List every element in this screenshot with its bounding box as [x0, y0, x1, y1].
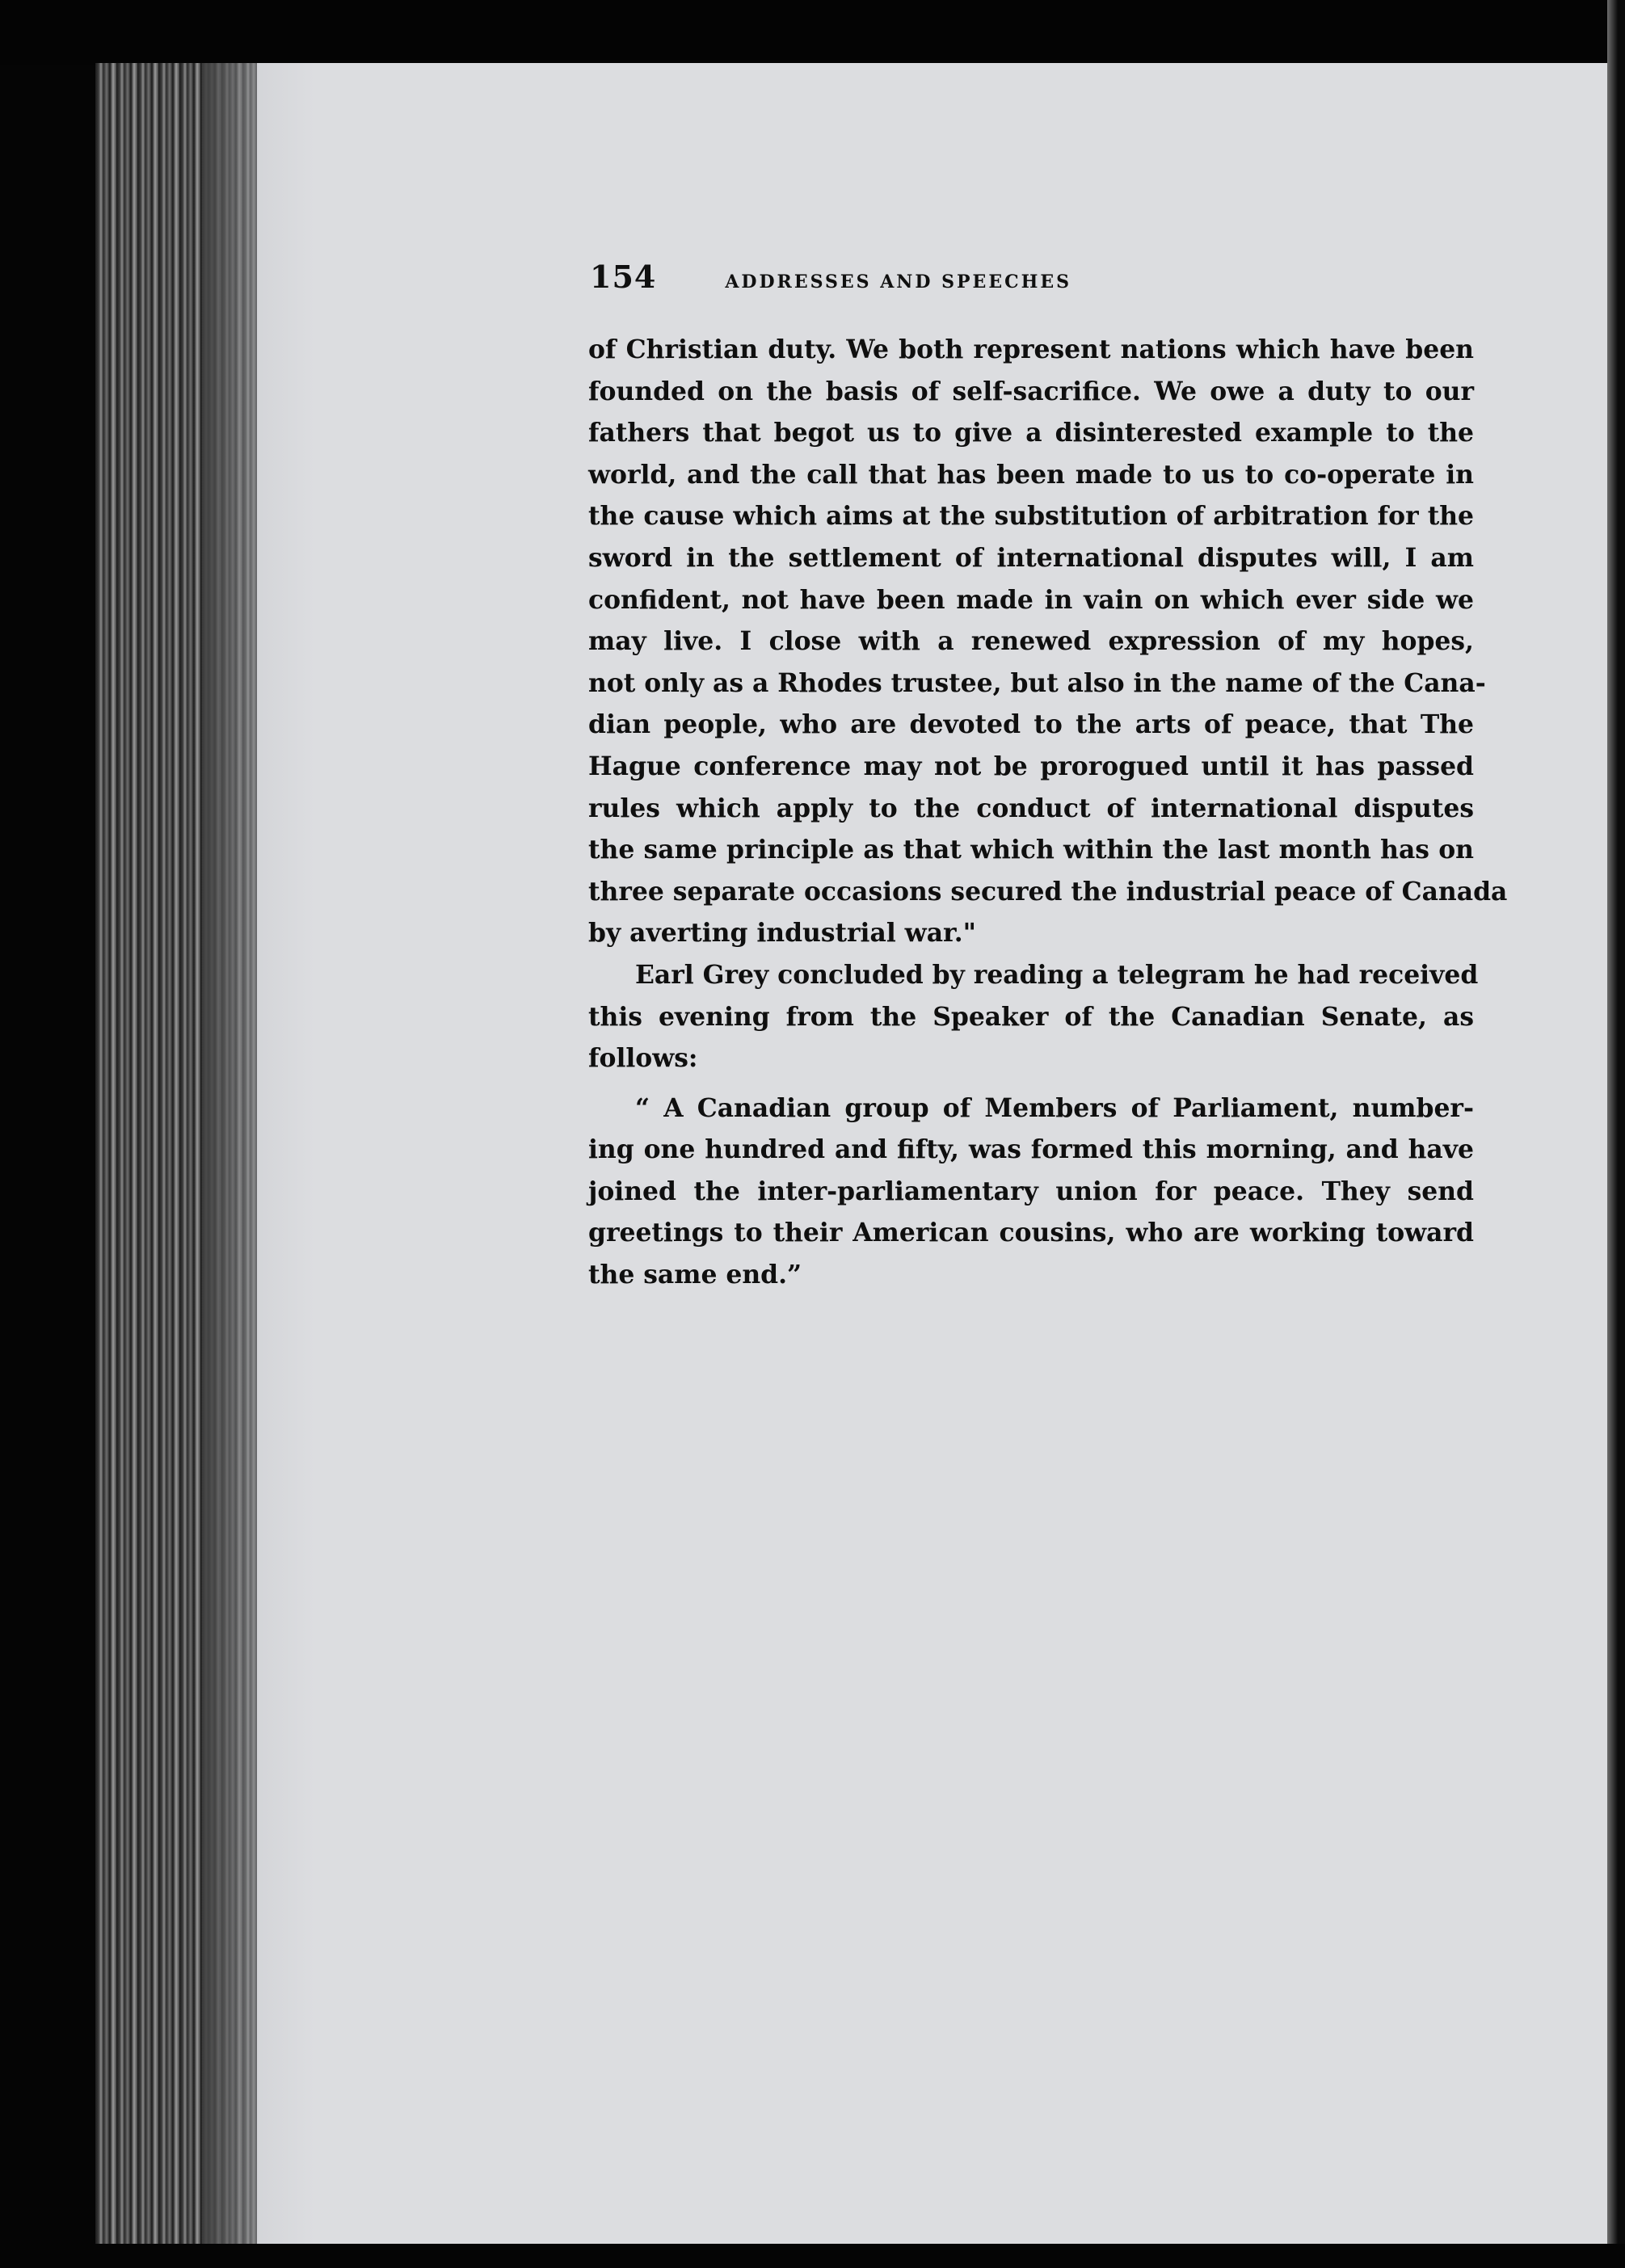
text-line: the cause which aims at the substitution of arbitration for the [588, 502, 1474, 532]
text-line: ing one hundred and fifty, was formed this morning, and have [588, 1135, 1474, 1165]
quoted-telegram [588, 1088, 1474, 1297]
text-line: rules which apply to the conduct of international disputes [588, 793, 1474, 823]
running-head [590, 259, 1471, 307]
text-line: this evening from the Speaker of the Canadian Senate, as [588, 1002, 1474, 1032]
text-line: not only as a Rhodes trustee, but also in the name of the Cana- [588, 668, 1486, 698]
text-line: joined the inter-parliamentary union for peace. They send [588, 1176, 1474, 1206]
text-line: world, and the call that has been made to us to co-operate in [588, 460, 1474, 490]
scan-border-bottom [0, 2244, 1625, 2268]
running-title: ADDRESSES AND SPEECHES [725, 271, 1072, 292]
text-line: “ A Canadian group of Members of Parliament, number- [635, 1093, 1474, 1123]
text-line: may live. I close with a renewed expression of my hopes, [588, 627, 1474, 657]
page-gutter-shadow [202, 63, 315, 2245]
text-line: greetings to their American cousins, who are working toward [588, 1218, 1474, 1248]
paragraph [588, 955, 1479, 1080]
text-line: sword in the settlement of international disputes will, I am [588, 543, 1474, 573]
text-line: confident, not have been made in vain on which ever side we [588, 585, 1474, 615]
text-line: Hague conference may not be prorogued until it has passed [588, 751, 1474, 781]
paragraph-gap [588, 1080, 1474, 1088]
text-line: of Christian duty. We both represent nations which have been [588, 335, 1474, 364]
text-line: dian people, who are devoted to the arts of peace, that The [588, 710, 1474, 740]
text-line: follows: [588, 1044, 698, 1074]
text-line: by averting industrial war." [588, 919, 976, 949]
text-line: the same end.” [588, 1260, 802, 1290]
text-line: the same principle as that which within the last month has on [588, 835, 1474, 865]
body-text [588, 330, 1508, 1297]
scan-border-left [0, 0, 97, 2268]
scan-border-top [0, 0, 1625, 65]
text-line: three separate occasions secured the industrial peace of Canada [588, 877, 1508, 907]
page-number: 154 [590, 259, 657, 295]
text-line: fathers that begot us to give a disinterested example to the [588, 419, 1474, 448]
scan-border-right [1607, 0, 1625, 2268]
paragraph [588, 330, 1508, 955]
text-line: Earl Grey concluded by reading a telegram he had received [635, 960, 1479, 990]
text-line: founded on the basis of self-sacrifice. We owe a duty to our [588, 377, 1474, 406]
